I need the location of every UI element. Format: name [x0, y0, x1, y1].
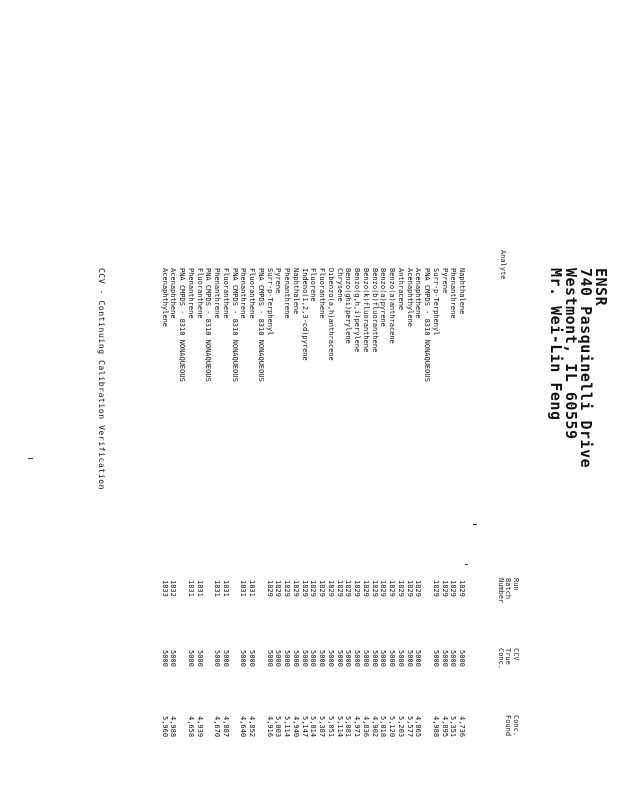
cell-analyte: Naphthalene: [292, 268, 300, 315]
cell-analyte: Acenaphthylene: [405, 268, 414, 328]
cell-conc-found: 4,887: [222, 716, 230, 738]
cell-analyte: Fluoranthene: [248, 268, 257, 319]
cell-run-batch: 1833: [160, 580, 169, 597]
cell-analyte: Phenanthrene: [213, 268, 222, 319]
cell-analyte: Dibenzo(a,h)anthracene: [327, 268, 335, 361]
scan-mark: [473, 524, 477, 525]
cell-analyte: Surr-p-Terphenyl: [265, 268, 274, 336]
cell-conc-found: 5,081: [344, 716, 353, 738]
cell-conc-found: 5,018: [379, 716, 388, 738]
cell-run-batch: 1829: [370, 580, 379, 597]
cell-analyte: PNA CMPDS - 8310 NONAQUEOUS: [257, 268, 265, 382]
cell-run-batch: 1829: [344, 580, 353, 597]
cell-true-conc: 5000: [388, 650, 397, 667]
cell-run-batch: 1829: [388, 580, 397, 597]
cell-conc-found: 4,939: [195, 716, 204, 738]
cell-analyte: PNA CMPDS - 8310 NONAQUEOUS: [204, 268, 213, 382]
recipient-name: Mr. Wei-Lin Feng: [547, 268, 565, 421]
scan-mark: [28, 458, 33, 459]
cell-conc-found: 4,971: [353, 716, 362, 738]
cell-true-conc: 5000: [309, 650, 318, 667]
cell-true-conc: 5000: [195, 650, 204, 667]
cell-true-conc: 5000: [239, 650, 248, 667]
cell-conc-found: 4,902: [370, 716, 379, 738]
cell-conc-found: 4,640: [239, 716, 248, 738]
cell-true-conc: 5000: [414, 650, 423, 667]
cell-true-conc: 5000: [292, 650, 300, 667]
cell-run-batch: 1829: [362, 580, 370, 597]
cell-conc-found: 5,147: [300, 716, 309, 738]
cell-analyte: Acenaphthene: [414, 268, 423, 319]
cell-conc-found: 5,014: [309, 716, 318, 738]
cell-conc-found: 4,916: [265, 716, 274, 738]
cell-analyte: Phenanthrene: [187, 268, 195, 319]
cell-analyte: Benzo(g,h,i)perylene: [353, 268, 362, 353]
cell-run-batch: 1829: [458, 580, 467, 597]
cell-true-conc: 5000: [405, 650, 414, 667]
column-header-analyte: Analyte: [499, 250, 507, 280]
cell-true-conc: 5000: [353, 650, 362, 667]
cell-run-batch: 1829: [440, 580, 449, 597]
cell-run-batch: 1829: [449, 580, 458, 597]
cell-true-conc: 5000: [327, 650, 335, 667]
cell-conc-found: 4,895: [440, 716, 449, 738]
cell-run-batch: 1831: [187, 580, 195, 597]
cell-true-conc: 5000: [169, 650, 178, 667]
cell-true-conc: 5000: [432, 650, 440, 667]
cell-analyte: Benzo(ghi)perylene: [344, 268, 353, 344]
cell-true-conc: 5000: [379, 650, 388, 667]
lab-address-city: Westmont, IL 60559: [562, 268, 580, 440]
cell-analyte: Benzo(b)fluoranthene: [370, 268, 379, 353]
lab-address-street: 740 Pasquinelli Drive: [577, 268, 595, 469]
cell-analyte: Anthracene: [397, 268, 405, 311]
cell-conc-found: 5,114: [335, 716, 344, 738]
cell-run-batch: 1829: [432, 580, 440, 597]
cell-run-batch: 1829: [327, 580, 335, 597]
cell-true-conc: 5000: [187, 650, 195, 667]
cell-run-batch: 1829: [353, 580, 362, 597]
cell-analyte: Acenaphthene: [169, 268, 178, 319]
cell-run-batch: 1831: [213, 580, 222, 597]
cell-run-batch: 1829: [283, 580, 292, 597]
cell-true-conc: 5000: [248, 650, 257, 667]
cell-conc-found: 4,865: [414, 716, 423, 738]
cell-conc-found: 5,203: [397, 716, 405, 738]
cell-true-conc: 5000: [213, 650, 222, 667]
scan-mark: [465, 564, 468, 565]
cell-analyte: Naphthalene: [458, 268, 467, 315]
cell-true-conc: 5000: [274, 650, 283, 667]
cell-true-conc: 5000: [440, 650, 449, 667]
cell-run-batch: 1829: [379, 580, 388, 597]
cell-run-batch: 1829: [414, 580, 423, 597]
cell-analyte: Benzo(k)fluoranthene: [362, 268, 370, 353]
cell-true-conc: 5000: [335, 650, 344, 667]
column-header-run-batch: Run Batch Number: [497, 578, 520, 604]
cell-run-batch: 1829: [265, 580, 274, 597]
cell-run-batch: 1829: [397, 580, 405, 597]
cell-conc-found: 4,988: [432, 716, 440, 738]
cell-analyte: Phenanthrene: [449, 268, 458, 319]
cell-analyte: Surr-p-Terphenyl: [432, 268, 440, 336]
cell-conc-found: 4,670: [213, 716, 222, 738]
cell-run-batch: 1829: [309, 580, 318, 597]
cell-analyte: PNA CMPDS - 8310 NONAQUEOUS: [423, 268, 432, 382]
cell-analyte: Chrysene: [335, 268, 344, 302]
cell-conc-found: 5,114: [283, 716, 292, 738]
cell-run-batch: 1831: [239, 580, 248, 597]
footer-note: CCV - Continuing Calibration Verification: [97, 268, 106, 491]
cell-analyte: Phenanthrene: [239, 268, 248, 319]
cell-true-conc: 5000: [265, 650, 274, 667]
cell-analyte: Benzo(a)anthracene: [388, 268, 397, 344]
cell-run-batch: 1831: [248, 580, 257, 597]
cell-analyte: Phenanthrene: [283, 268, 292, 319]
cell-true-conc: 5000: [222, 650, 230, 667]
cell-conc-found: 4,836: [362, 716, 370, 738]
column-header-true-conc: CCV True Conc.: [497, 648, 520, 670]
cell-analyte: Fluoranthene: [318, 268, 327, 319]
cell-conc-found: 5,120: [388, 716, 397, 738]
cell-conc-found: 5,577: [405, 716, 414, 738]
cell-true-conc: 5000: [318, 650, 327, 667]
cell-conc-found: 4,940: [292, 716, 300, 738]
column-header-conc-found: Conc. Found: [504, 715, 520, 737]
cell-run-batch: 1829: [274, 580, 283, 597]
cell-run-batch: 1829: [405, 580, 414, 597]
cell-true-conc: 5000: [370, 650, 379, 667]
cell-true-conc: 5000: [458, 650, 467, 667]
cell-conc-found: 5,003: [274, 716, 283, 738]
cell-conc-found: 5,387: [318, 716, 327, 738]
lab-name: ENSR: [592, 268, 610, 307]
cell-analyte: Fluoranthene: [222, 268, 230, 319]
cell-conc-found: 5,051: [327, 716, 335, 738]
cell-run-batch: 1829: [300, 580, 309, 597]
cell-analyte: Fluoranthene: [195, 268, 204, 319]
cell-true-conc: 5000: [344, 650, 353, 667]
cell-true-conc: 5000: [362, 650, 370, 667]
cell-analyte: PNA CMPDS - 8310 NONAQUEOUS: [178, 268, 187, 382]
cell-analyte: Fluorene: [309, 268, 318, 302]
cell-run-batch: 1829: [318, 580, 327, 597]
cell-conc-found: 4,988: [169, 716, 178, 738]
cell-true-conc: 5000: [397, 650, 405, 667]
cell-conc-found: 4,736: [458, 716, 467, 738]
cell-conc-found: 4,658: [187, 716, 195, 738]
cell-true-conc: 5000: [160, 650, 169, 667]
cell-analyte: Indeno(1,2,3-cd)pyrene: [300, 268, 309, 361]
cell-analyte: Pyrene: [440, 268, 449, 294]
cell-analyte: Acenaphthylene: [160, 268, 169, 328]
cell-analyte: Pyrene: [274, 268, 283, 294]
cell-conc-found: 5,351: [449, 716, 458, 738]
cell-run-batch: 1831: [195, 580, 204, 597]
cell-true-conc: 5000: [283, 650, 292, 667]
cell-true-conc: 5000: [300, 650, 309, 667]
cell-run-batch: 1829: [335, 580, 344, 597]
cell-run-batch: 1831: [222, 580, 230, 597]
cell-true-conc: 5000: [449, 650, 458, 667]
cell-conc-found: 4,852: [248, 716, 257, 738]
cell-conc-found: 5,960: [160, 716, 169, 738]
cell-run-batch: 1829: [292, 580, 300, 597]
cell-run-batch: 1832: [169, 580, 178, 597]
cell-analyte: Benzo(a)pyrene: [379, 268, 388, 328]
cell-analyte: PNA CMPDS - 8310 NONAQUEOUS: [230, 268, 239, 382]
